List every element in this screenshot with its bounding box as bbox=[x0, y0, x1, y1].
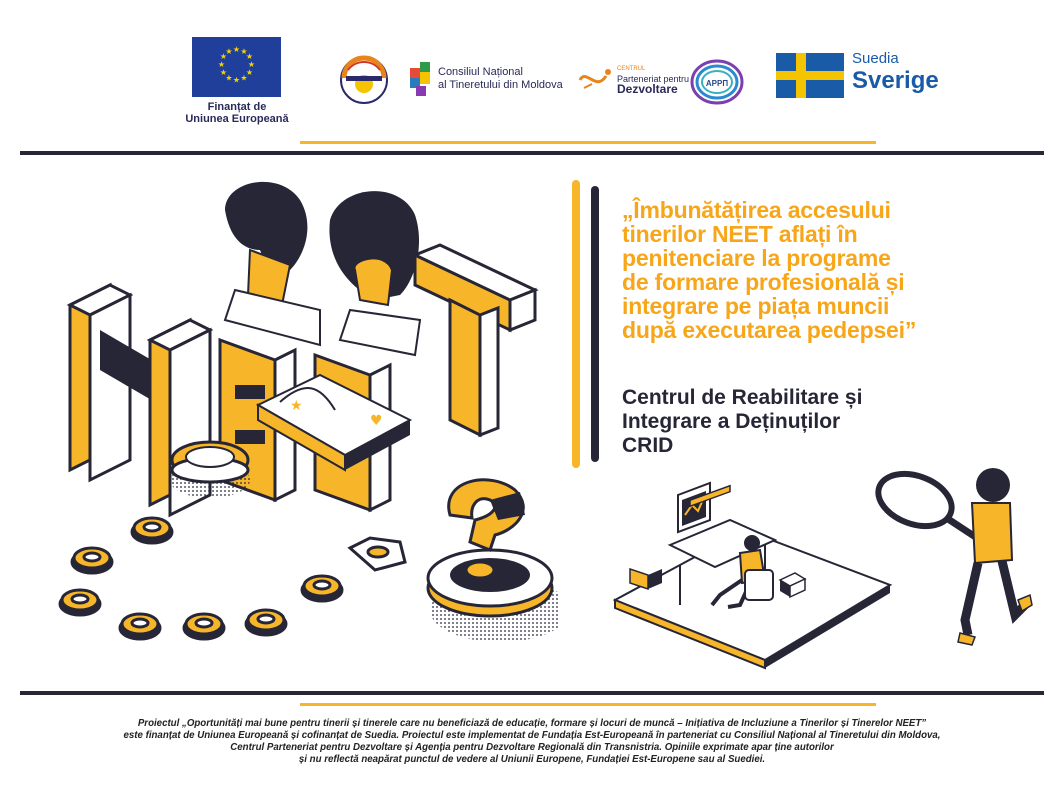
path-ring-icon bbox=[184, 614, 224, 639]
path-ring-icon bbox=[132, 518, 172, 543]
question-mark-icon bbox=[428, 480, 560, 642]
organization-name bbox=[622, 386, 1042, 458]
cpd-line1: Parteneriat pentru bbox=[617, 74, 690, 84]
project-title-line: penitenciare la programe bbox=[622, 245, 891, 271]
person-left-icon bbox=[225, 182, 320, 345]
project-title-line: integrare pe piața muncii bbox=[622, 293, 890, 319]
svg-text:★: ★ bbox=[245, 52, 254, 61]
eu-flag-logo bbox=[192, 37, 281, 97]
accent-bar-dark bbox=[591, 186, 599, 462]
footer-disclaimer bbox=[20, 718, 1044, 766]
footer-dark-line bbox=[20, 691, 1044, 695]
path-ring-icon bbox=[246, 610, 286, 635]
svg-text:★: ★ bbox=[240, 73, 248, 83]
path-ring-icon bbox=[72, 548, 112, 573]
magnifier-person-icon bbox=[871, 464, 1032, 645]
sweden-name bbox=[852, 50, 939, 94]
organization-line: Centrul de Reabilitare și bbox=[622, 386, 863, 409]
eu-caption-line2: Uniunea Europeană bbox=[185, 113, 289, 125]
footer-line: este finanțat de Uniunea Europeană și cofinanțat de Suedia. Proiectul este implementat de Fundația Est-Europeană în parteneriat cu Consiliul Național al Tineretului din Moldova, bbox=[123, 730, 941, 741]
accent-bar-yellow bbox=[572, 180, 580, 468]
svg-text:★: ★ bbox=[232, 45, 241, 54]
path-ring-icon bbox=[60, 590, 100, 615]
eu-stars-icon bbox=[192, 37, 281, 97]
svg-text:★: ★ bbox=[219, 52, 228, 61]
person-right-icon bbox=[329, 191, 420, 355]
cntm-line1: Consiliul Național bbox=[438, 66, 523, 78]
cntm-name bbox=[438, 66, 563, 92]
project-title-line: tinerilor NEET aflați în bbox=[622, 221, 858, 247]
sweden-line2: Sverige bbox=[852, 67, 939, 94]
cntm-line2: al Tineretului din Moldova bbox=[438, 79, 563, 91]
project-title-line: după executarea pedepsei” bbox=[622, 317, 917, 343]
cpd-small: CENTRUL bbox=[617, 66, 646, 72]
project-title-line: de formare profesională și bbox=[622, 269, 905, 295]
path-ring-icon bbox=[302, 576, 342, 601]
svg-text:★: ★ bbox=[247, 60, 256, 69]
header-yellow-line bbox=[300, 141, 876, 144]
project-title bbox=[622, 198, 1042, 342]
east-europe-foundation-logo bbox=[338, 54, 390, 106]
path-markers bbox=[60, 518, 405, 639]
appp-logo bbox=[689, 57, 745, 107]
svg-text:★: ★ bbox=[225, 47, 233, 56]
path-ring-icon bbox=[120, 614, 160, 639]
sweden-flag-logo bbox=[776, 53, 844, 98]
cntm-logo bbox=[410, 58, 432, 98]
organization-line: Integrare a Deținuților bbox=[622, 410, 841, 433]
cpd-name bbox=[617, 64, 689, 94]
svg-text:★: ★ bbox=[225, 73, 233, 83]
organization-line: CRID bbox=[622, 434, 674, 457]
letter-t-block bbox=[415, 245, 535, 435]
svg-text:★: ★ bbox=[245, 68, 254, 77]
project-title-line: „Îmbunătățirea accesului bbox=[622, 197, 891, 223]
svg-text:♥: ♥ bbox=[370, 413, 383, 429]
header-dark-line bbox=[20, 151, 1044, 155]
cpd-line2: Dezvoltare bbox=[617, 82, 678, 96]
coin-icon bbox=[170, 442, 250, 498]
path-ring-icon bbox=[350, 538, 405, 570]
svg-text:★: ★ bbox=[290, 398, 303, 414]
svg-text:★: ★ bbox=[217, 60, 226, 69]
neet-illustration bbox=[20, 170, 560, 680]
sweden-line1: Suedia bbox=[852, 50, 899, 67]
svg-text:★: ★ bbox=[232, 75, 241, 85]
svg-text:★: ★ bbox=[240, 47, 248, 56]
appp-label: APPП bbox=[705, 79, 729, 88]
eu-caption-line1: Finanțat de bbox=[207, 101, 267, 113]
footer-line: Centrul Parteneriat pentru Dezvoltare și Agenția pentru Dezvoltare Regională din Transnistria. Opiniile exprimate apar ține autorilor bbox=[230, 742, 834, 753]
svg-text:★: ★ bbox=[219, 68, 228, 77]
cpd-logo bbox=[576, 62, 616, 94]
workspace-illustration bbox=[600, 455, 1040, 685]
footer-yellow-line bbox=[300, 703, 876, 706]
eu-funding-caption bbox=[170, 101, 304, 125]
footer-line: Proiectul „Oportunități mai bune pentru tinerii și tinerele care nu beneficiază de educație, formare și locuri de muncă – Inițiativa de Incluziune a Tinerilor și Tinerelor NEET” bbox=[137, 718, 927, 729]
footer-line: și nu reflectă neapărat punctul de vedere al Uniunii Europene, Fundației Est-Europene sau al Suediei. bbox=[298, 754, 766, 765]
